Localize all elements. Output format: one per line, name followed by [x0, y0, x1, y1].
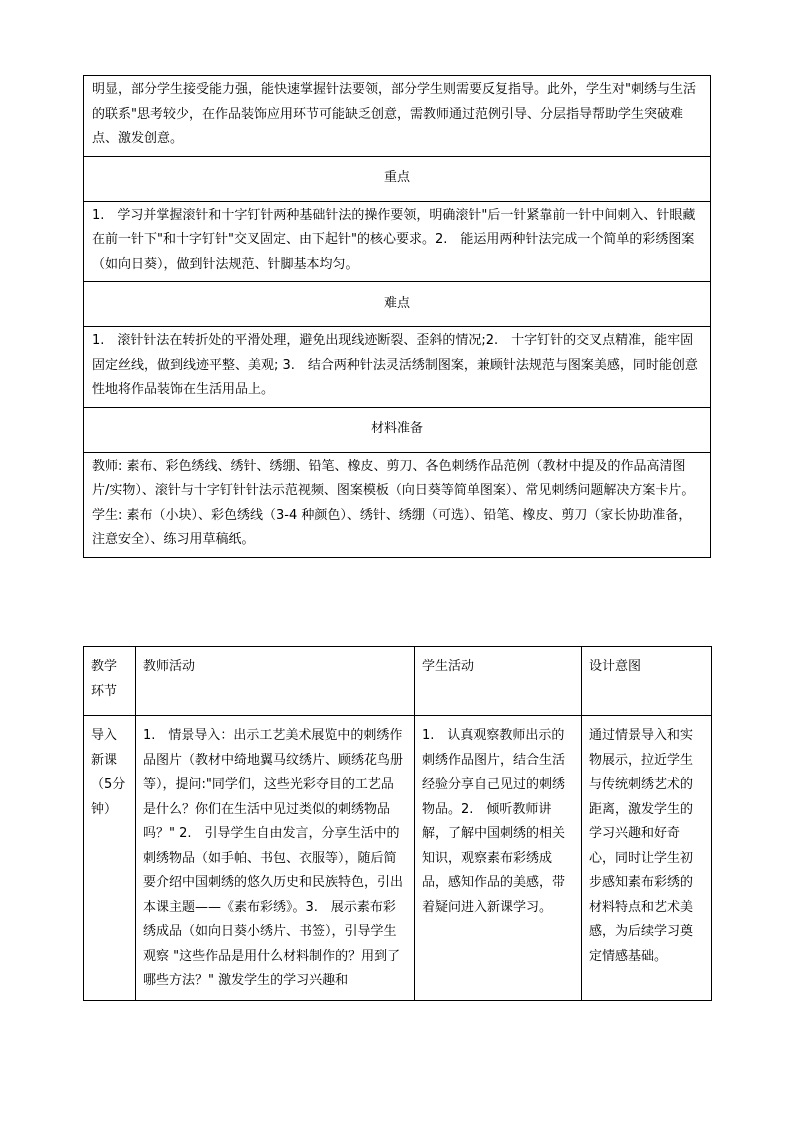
lesson-plan-info-table: [83, 75, 711, 558]
lesson-process-table: [83, 646, 712, 1001]
difficulties-text: 1. 滚针针法在转折处的平滑处理，避免出现线迹断裂、歪斜的情况;2. 十字钉针的交叉点精准，能牢固固定丝线，做到线迹平整、美观; 3. 结合两种针法灵活绣制图案，兼顾针法规范与图案美感，同时能创意性地将作品装饰在生活用品上。: [84, 327, 711, 408]
analysis-continued-text: 明显，部分学生接受能力强，能快速掌握针法要领，部分学生则需要反复指导。此外，学生对"刺绣与生活的联系"思考较少，在作品装饰应用环节可能缺乏创意，需教师通过范例引导、分层指导帮助学生突破难点、激发创意。: [84, 76, 711, 157]
materials-heading: 材料准备: [84, 407, 711, 452]
row-student-activity: 1. 认真观察教师出示的刺绣作品图片，结合生活经验分享自己见过的刺绣物品。2. 倾听教师讲解，了解中国刺绣的相关知识，观察素布彩绣成品，感知作品的美感，带着疑问进入新课学习。: [415, 716, 582, 1001]
row-stage: 导入新课（5分钟）: [84, 716, 136, 1001]
row-design-intent: 通过情景导入和实物展示，拉近学生与传统刺绣艺术的距离，激发学生的学习兴趣和好奇心，同时让学生初步感知素布彩绣的材料特点和艺术美感，为后续学习奠定情感基础。: [582, 716, 712, 1001]
header-teacher-activity: 教师活动: [136, 647, 415, 716]
key-points-text: 1. 学习并掌握滚针和十字钉针两种基础针法的操作要领，明确滚针"后一针紧靠前一针中间刺入、针眼藏在前一针下"和十字钉针"交叉固定、由下起针"的核心要求。2. 能运用两种针法完成一个简单的彩绣图案（如向日葵），做到针法规范、针脚基本均匀。: [84, 201, 711, 282]
header-student-activity: 学生活动: [415, 647, 582, 716]
key-points-heading: 重点: [84, 156, 711, 201]
header-design-intent: 设计意图: [582, 647, 712, 716]
row-teacher-activity: 1. 情景导入：出示工艺美术展览中的刺绣作品图片（教材中绮地翼马纹绣片、顾绣花鸟册等），提问:"同学们，这些光彩夺目的工艺品是什么？你们在生活中见过类似的刺绣物品吗？" 2. 引导学生自由发言，分享生活中的刺绣物品（如手帕、书包、衣服等），随后简要介绍中国刺绣的悠久历史和民族特色，引出本课主题——《素布彩绣》。3. 展示素布彩绣成品（如向日葵小绣片、书签），引导学生观察 "这些作品是用什么材料制作的？用到了哪些方法？" 激发学生的学习兴趣和: [136, 716, 415, 1001]
table-row: [84, 716, 712, 1001]
materials-text: 教师: 素布、彩色绣线、绣针、绣绷、铅笔、橡皮、剪刀、各色刺绣作品范例（教材中提及的作品高清图片/实物）、滚针与十字钉针针法示范视频、图案模板（向日葵等简单图案）、常见刺绣问题解决方案卡片。学生: 素布（小块）、彩色绣线（3-4 种颜色）、绣针、绣绷（可选）、铅笔、橡皮、剪刀（家长协助准备，注意安全）、练习用草稿纸。: [84, 452, 711, 557]
difficulties-heading: 难点: [84, 282, 711, 327]
header-stage: 教学环节: [84, 647, 136, 716]
table-header-row: [84, 647, 712, 716]
